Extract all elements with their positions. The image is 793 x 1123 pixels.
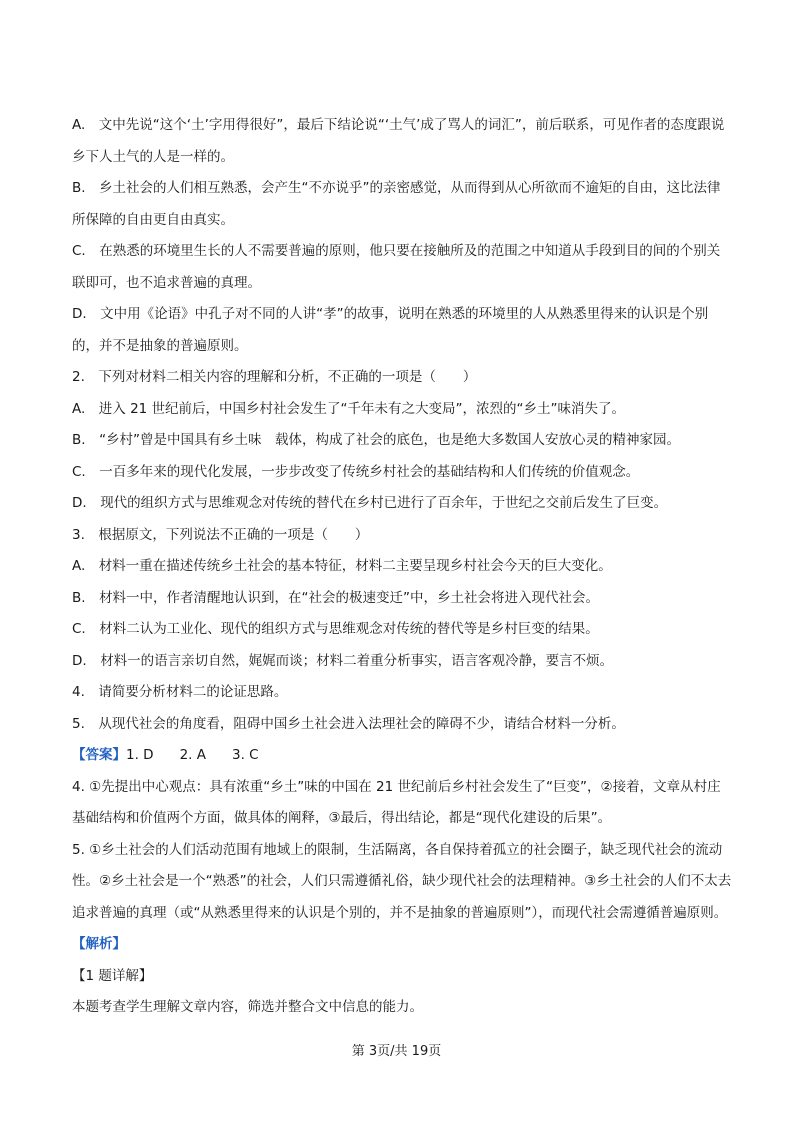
option-text: 材料一的语言亲切自然，娓娓而谈；材料二着重分析事实，语言客观冷静，要言不烦。 bbox=[100, 652, 614, 669]
answer-2: 2. A bbox=[179, 747, 206, 763]
q1-option-c-text: C. 在熟悉的环境里生长的人不需要普遍的原则，他只要在接触所及的范围之中知道从手段到目的间的个别关联即可，也不追求普遍的真理。 bbox=[72, 243, 721, 291]
q3-option-d bbox=[72, 646, 732, 678]
option-label: B. bbox=[72, 432, 86, 448]
answer-5 bbox=[72, 835, 732, 930]
option-text: 进入 21 世纪前后，中国乡村社会发生了“千年未有之大变局”，浓烈的“乡土”味消失了。 bbox=[98, 400, 626, 417]
q3-option-b bbox=[72, 583, 732, 615]
page-footer: 第 3页/共 19页 bbox=[351, 1044, 442, 1059]
q2-option-d bbox=[72, 488, 732, 520]
option-text: 现代的组织方式与思维观念对传统的替代在乡村已进行了百余年，于世纪之交前后发生了巨变。 bbox=[100, 495, 668, 511]
option-text: 材料一中，作者清醒地认识到，在“社会的极速变迁”中，乡土社会将进入现代社会。 bbox=[99, 589, 600, 606]
answer-5-text: 5. ①乡土社会的人们活动范围有地域上的限制，生活隔离，各自保持着孤立的社会圈子，缺乏现代社会的流动性。②乡土社会是一个“熟悉”的社会，人们只需遵循礼俗，缺少现代社会的法理精神。③乡土社会的人们不太去追求普遍的真理（或“从熟悉里得来的认识是个别的，并不是抽象的普遍原则”），而现代社会需遵循普遍原则。 bbox=[72, 841, 732, 921]
analysis-text: 本题考查学生理解文章内容，筛选并整合文中信息的能力。 bbox=[72, 999, 423, 1015]
q2-stem: 2. 下列对材料二相关内容的理解和分析，不正确的一项是（ ） bbox=[72, 369, 477, 385]
option-label: C. bbox=[72, 621, 86, 637]
q1-option-b bbox=[72, 173, 732, 236]
answer-4 bbox=[72, 772, 732, 835]
option-label: D. bbox=[72, 652, 87, 669]
answer-4-text: 4. ①先提出中心观点：具有浓重“乡土”味的中国在 21 世纪前后乡村社会发生了“巨变”，②接着，文章从村庄基础结构和价值两个方面，做具体的阐释，③最后，得出结论，都是“现代化建设的后果”。 bbox=[72, 778, 721, 826]
option-text: 材料二认为工业化、现代的组织方式与思维观念对传统的替代等是乡村巨变的结果。 bbox=[99, 621, 599, 637]
q4-stem: 4. 请简要分析材料二的论证思路。 bbox=[72, 684, 288, 700]
q3-option-c bbox=[72, 614, 732, 646]
analysis-tag: 【解析】 bbox=[72, 936, 126, 952]
q5-stem: 5. 从现代社会的角度看，阻碍中国乡土社会进入法理社会的障碍不少，请结合材料一分析。 bbox=[72, 715, 625, 732]
option-label: B. bbox=[72, 589, 86, 606]
q1-option-a-text: A. 文中先说“这个‘土’字用得很好”，最后下结论说“‘土气’成了骂人的词汇”，前后联系，可见作者的态度跟说乡下人土气的人是一样的。 bbox=[72, 117, 725, 165]
q1-option-d bbox=[72, 299, 732, 362]
q3-option-a bbox=[72, 551, 732, 583]
option-label: A. bbox=[72, 400, 86, 417]
answer-tag: 【答案】 bbox=[72, 747, 126, 763]
q1-option-b-text: B. 乡土社会的人们相互熟悉，会产生“不亦说乎”的亲密感觉，从而得到从心所欲而不逾矩的自由，这比法律所保障的自由更自由真实。 bbox=[72, 180, 721, 228]
q1-option-c bbox=[72, 236, 732, 299]
q1-option-a bbox=[72, 110, 732, 173]
page-content bbox=[72, 110, 732, 1024]
answer-1: 1. D bbox=[126, 747, 154, 763]
q2-option-a bbox=[72, 394, 732, 426]
option-text: “乡村”曾是中国具有乡土味 载体，构成了社会的底色，也是绝大多数国人安放心灵的精神家园。 bbox=[99, 432, 681, 448]
option-label: D. bbox=[72, 495, 87, 511]
option-label: A. bbox=[72, 558, 86, 574]
answer-row bbox=[72, 740, 732, 772]
q2-option-c bbox=[72, 457, 732, 489]
option-label: C. bbox=[72, 463, 86, 480]
analysis-subheading: 【1 题详解】 bbox=[72, 967, 153, 984]
q3-stem: 3. 根据原文，下列说法不正确的一项是（ ） bbox=[72, 526, 369, 543]
option-text: 材料一重在描述传统乡土社会的基本特征，材料二主要呈现乡村社会今天的巨大变化。 bbox=[98, 558, 612, 574]
answer-3: 3. C bbox=[232, 747, 259, 763]
q1-option-d-text: D. 文中用《论语》中孔子对不同的人讲“孝”的故事，说明在熟悉的环境里的人从熟悉里得来的认识是个别的，并不是抽象的普遍原则。 bbox=[72, 306, 709, 354]
option-text: 一百多年来的现代化发展，一步步改变了传统乡村社会的基础结构和人们传统的价值观念。 bbox=[99, 463, 640, 480]
q2-option-b bbox=[72, 425, 732, 457]
